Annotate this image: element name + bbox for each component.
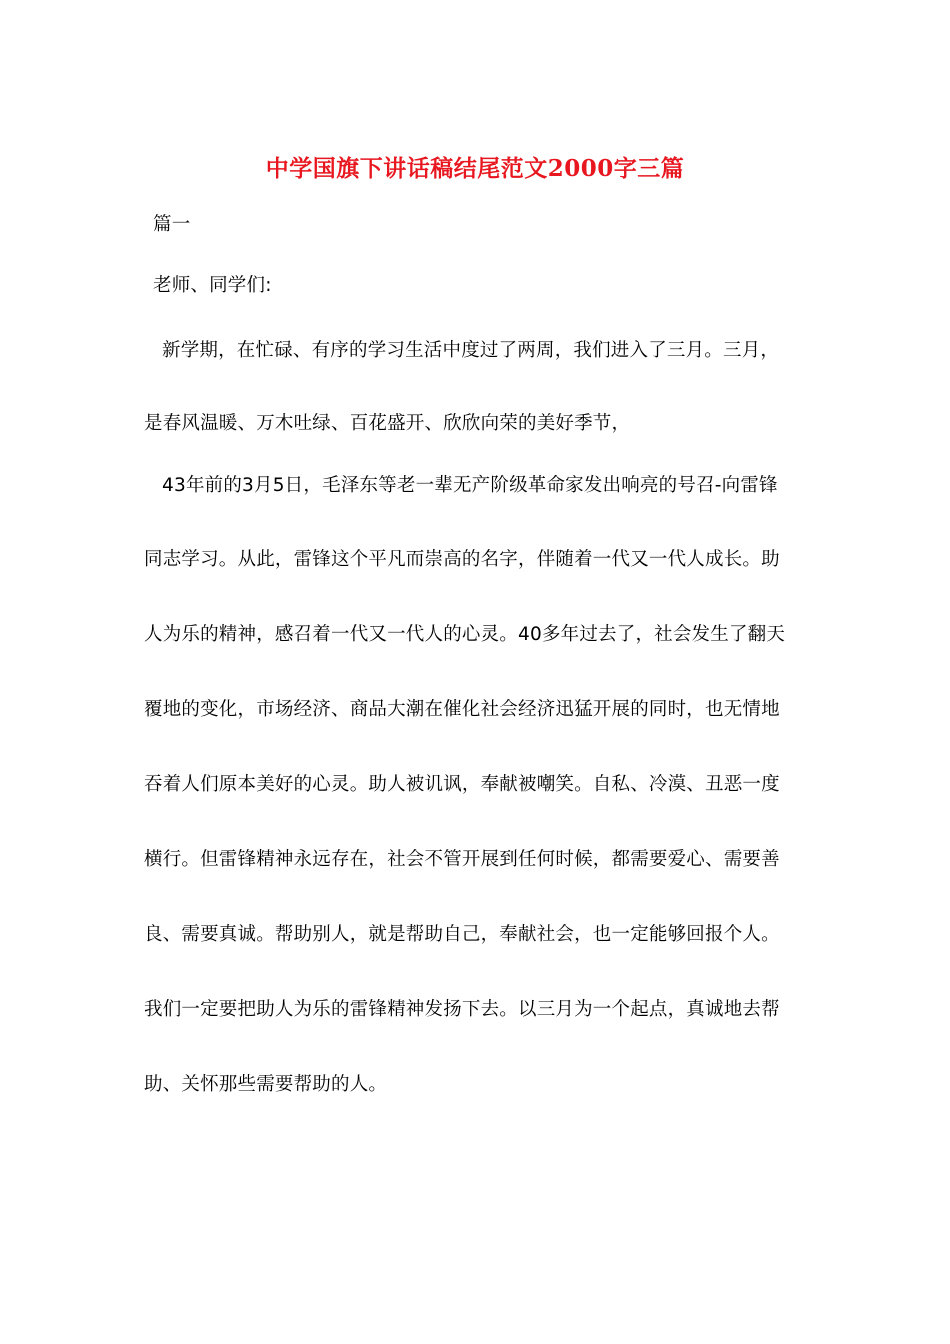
body-line: 同志学习。从此，雷锋这个平凡而崇高的名字，伴随着一代又一代人成长。助 <box>144 549 780 570</box>
body-line: 人为乐的精神，感召着一代又一代人的心灵。40多年过去了，社会发生了翻天 <box>144 624 786 645</box>
body-line: 我们一定要把助人为乐的雷锋精神发扬下去。以三月为一个起点，真诚地去帮 <box>144 999 780 1020</box>
body-line: 新学期，在忙碌、有序的学习生活中度过了两周，我们进入了三月。三月， <box>162 340 780 361</box>
body-line: 吞着人们原本美好的心灵。助人被讥讽，奉献被嘲笑。自私、冷漠、丑恶一度 <box>144 774 780 795</box>
body-line: 43年前的3月5日，毛泽东等老一辈无产阶级革命家发出响亮的号召-向雷锋 <box>162 475 778 496</box>
body-line: 横行。但雷锋精神永远存在，社会不管开展到任何时候，都需要爱心、需要善 <box>144 849 780 870</box>
body-line: 良、需要真诚。帮助别人，就是帮助自己，奉献社会，也一定能够回报个人。 <box>144 924 780 945</box>
body-line: 覆地的变化，市场经济、商品大潮在催化社会经济迅猛开展的同时，也无情地 <box>144 699 780 720</box>
body-line: 是春风温暖、万木吐绿、百花盛开、欣欣向荣的美好季节， <box>144 413 631 434</box>
body-line: 助、关怀那些需要帮助的人。 <box>144 1074 388 1095</box>
section-heading: 篇一 <box>153 214 191 235</box>
document-title: 中学国旗下讲话稿结尾范文2000字三篇 <box>265 155 685 182</box>
salutation: 老师、同学们: <box>153 275 272 296</box>
